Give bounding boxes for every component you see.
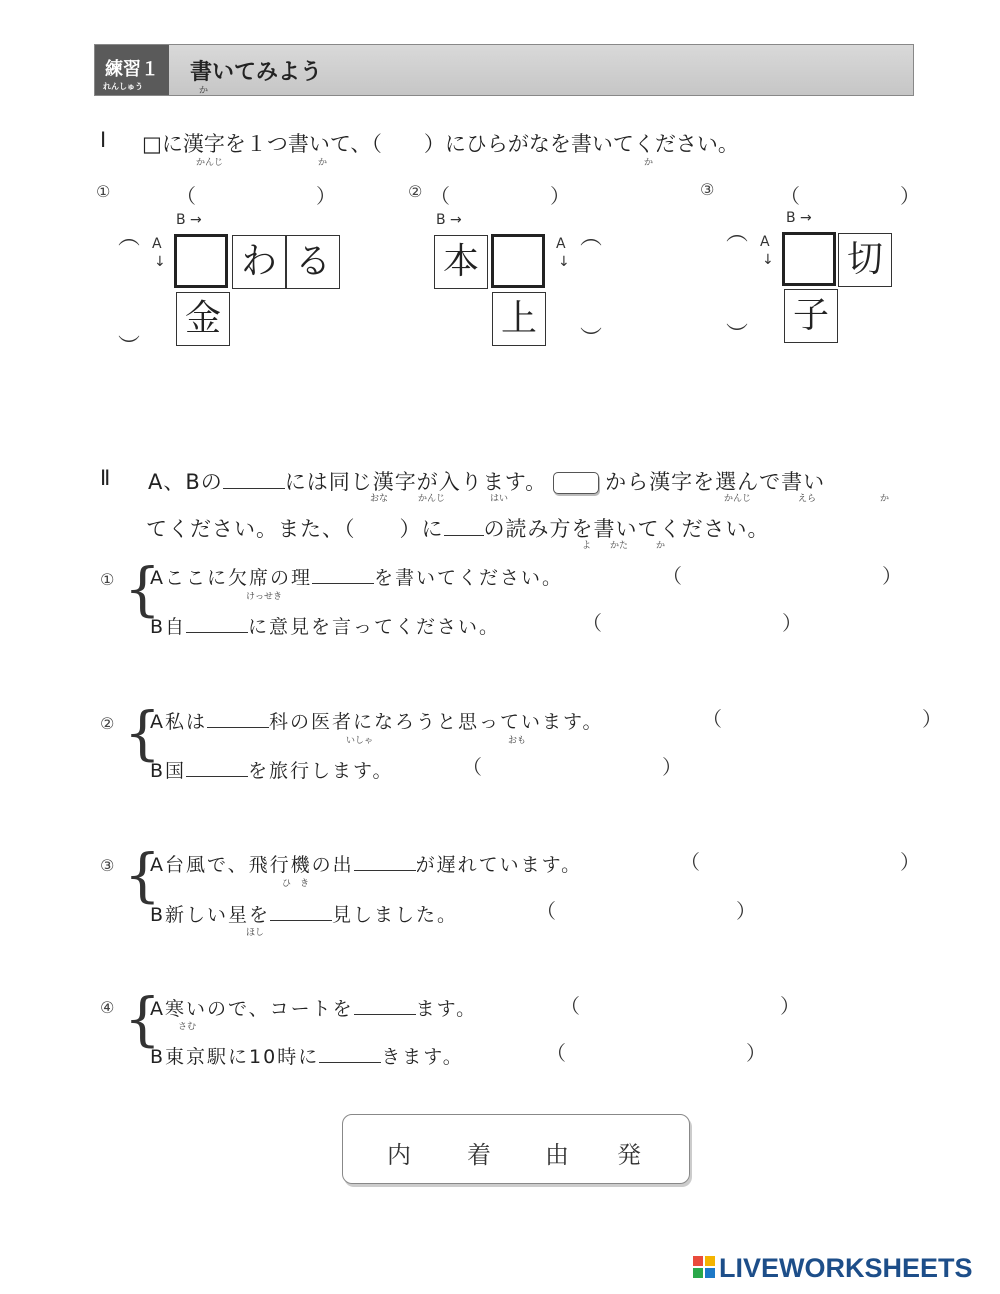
puzzle1-arrow-down: ↓ (154, 254, 166, 270)
puzzle3-arrow-down: ↓ (762, 252, 774, 268)
header-banner (94, 44, 914, 96)
q2-a-ruby: いしゃ (346, 736, 374, 746)
kanji-choice-box (342, 1114, 690, 1184)
liveworksheets-logo (693, 1253, 973, 1284)
puzzle2-bracket-bottom: ︶ (580, 327, 603, 352)
q4-number: ④ (100, 998, 115, 1017)
puzzle1-label-a: A (152, 236, 162, 252)
section1-ruby-kanji: かんじ (196, 158, 224, 168)
q1-b-answer[interactable]: （ ） (582, 611, 802, 635)
q4-b-post: きます。 (381, 1046, 464, 1068)
puzzle2-answer-paren[interactable]: （ ） (430, 184, 570, 208)
section2-line1-b: には同じ漢字が入ります。 (284, 470, 548, 494)
section1-number: Ⅰ (100, 128, 107, 152)
section2-ruby-ka: か (656, 541, 666, 551)
q4-sentence-a (150, 994, 477, 1021)
q4-a-answer[interactable]: （ ） (560, 994, 800, 1018)
q1-b-pre: B自 (150, 616, 187, 638)
puzzle3-label-b: B → (786, 210, 812, 226)
liveworksheets-logo-text: LIVEWORKSHEETS (719, 1253, 973, 1283)
q1-a-post: を書いてください。 (374, 567, 564, 589)
section2-ruby-6: か (880, 494, 890, 504)
choice-2: 着 (467, 1141, 491, 1169)
section2-ruby-kata: かた (610, 541, 629, 551)
q1-b-post: に意見を言ってください。 (248, 616, 501, 638)
puzzle3-cell-blank[interactable] (782, 232, 836, 286)
puzzle3-bracket-top: ︵ (726, 221, 749, 246)
section1-ruby-ka2: か (644, 158, 654, 168)
liveworksheets-badge-icon (693, 1256, 717, 1280)
puzzle2-bracket-top: ︵ (580, 225, 603, 250)
exercise-label-text: 練習１ (105, 59, 159, 80)
puzzle2-cell-blank[interactable] (491, 234, 545, 288)
choice-3: 由 (545, 1141, 569, 1169)
q4-a-ruby: さむ (178, 1022, 197, 1032)
puzzle2-arrow-down: ↓ (558, 254, 570, 270)
q2-a-blank[interactable] (207, 709, 269, 728)
q2-a-ruby2: おも (508, 736, 527, 746)
q1-sentence-b (150, 612, 500, 639)
q3-a-pre: A台風で、飛行機の出 (150, 854, 354, 876)
section2-line2-a: てください。また、（ ）に (146, 517, 444, 541)
puzzle3-bracket-bottom: ︶ (726, 323, 749, 348)
section2-ruby-3: はい (490, 494, 509, 504)
q4-a-post: ます。 (415, 998, 478, 1020)
section2-ruby-1: おな (370, 494, 389, 504)
section2-line1-blank (223, 470, 285, 489)
q1-a-answer[interactable]: （ ） (662, 564, 902, 588)
q2-brace: { (124, 699, 161, 767)
q2-b-answer[interactable]: （ ） (462, 755, 682, 779)
section2-ruby-2: かんじ (418, 494, 446, 504)
puzzle3-cell-2: 切 (838, 233, 892, 287)
puzzle1-cell-2: わ (232, 235, 286, 289)
page-title: 書いてみよう (190, 60, 323, 85)
q2-a-pre: A私は (150, 711, 207, 733)
choice-4: 発 (617, 1141, 641, 1169)
page-title-ruby: か (199, 86, 209, 96)
puzzle3-cell-3: 子 (784, 289, 838, 343)
puzzle1-bracket-bottom: ︶ (118, 335, 141, 360)
section2-number: Ⅱ (100, 466, 111, 490)
q3-b-post: 見しました。 (332, 904, 459, 926)
q4-b-answer[interactable]: （ ） (546, 1041, 766, 1065)
section2-line1-a: A、Bの (148, 470, 223, 494)
q3-a-post: が遅れています。 (415, 854, 583, 876)
section2-ruby-5: えら (798, 494, 817, 504)
q4-a-pre: A寒いので、コートを (150, 998, 354, 1020)
section2-instruction-line2 (146, 513, 770, 543)
q3-b-ruby: ほし (246, 928, 265, 938)
q1-sentence-a (150, 563, 563, 590)
q3-b-pre: B新しい星を (150, 904, 271, 926)
puzzle2-cell-1: 本 (434, 235, 488, 289)
q3-number: ③ (100, 856, 115, 875)
q3-b-blank[interactable] (270, 902, 332, 921)
q3-a-blank[interactable] (354, 852, 416, 871)
q1-a-ruby: けっせき (246, 592, 283, 602)
section2-line2-b: の読み方を書いてください。 (483, 517, 770, 541)
puzzle2-label-a: A (556, 236, 566, 252)
puzzle2-number: ② (408, 182, 423, 201)
puzzle1-label-b: B → (176, 212, 202, 228)
q1-a-blank[interactable] (312, 565, 374, 584)
q2-number: ② (100, 714, 115, 733)
puzzle3-number: ③ (700, 180, 715, 199)
section1-instruction: □に漢字を１つ書いて、（ ）にひらがなを書いてください。 (142, 132, 739, 156)
puzzle3-answer-paren[interactable]: （ ） (780, 184, 920, 208)
q1-b-blank[interactable] (186, 614, 248, 633)
puzzle2-label-b: B → (436, 212, 462, 228)
puzzle2-cell-3: 上 (492, 292, 546, 346)
puzzle1-bracket-top: ︵ (118, 225, 141, 250)
q3-a-ruby: ひ き (282, 879, 310, 889)
puzzle1-cell-4: 金 (176, 292, 230, 346)
q3-b-answer[interactable]: （ ） (536, 899, 756, 923)
choice-1: 内 (387, 1141, 411, 1169)
q1-a-pre: Aここに欠席の理 (150, 567, 312, 589)
section2-ruby-yo: よ (582, 541, 592, 551)
q4-sentence-b (150, 1042, 464, 1069)
q3-sentence-a (150, 850, 582, 877)
q2-sentence-b (150, 756, 394, 783)
section2-ruby-4: かんじ (724, 494, 752, 504)
section2-line1-c: から漢字を選んで書い (605, 470, 826, 494)
q2-a-answer[interactable]: （ ） (702, 707, 942, 731)
puzzle1-cell-blank[interactable] (174, 234, 228, 288)
exercise-label-ruby: れんしゅう (103, 82, 143, 91)
section1-ruby-ka1: か (318, 158, 328, 168)
q2-a-post: 科の医者になろうと思っています。 (269, 711, 604, 733)
puzzle3-label-a: A (760, 234, 770, 250)
q2-b-pre: B国 (150, 760, 187, 782)
q4-b-blank[interactable] (319, 1044, 381, 1063)
q3-sentence-b (150, 900, 458, 927)
q2-b-blank[interactable] (186, 758, 248, 777)
q2-b-post: を旅行します。 (248, 760, 394, 782)
q2-sentence-a (150, 707, 603, 734)
q4-brace: { (124, 985, 161, 1053)
exercise-label (95, 45, 169, 95)
q3-a-answer[interactable]: （ ） (680, 850, 920, 874)
choice-box-icon (553, 472, 599, 494)
section2-line2-wavy (444, 517, 484, 536)
q3-brace: { (124, 841, 161, 909)
q4-a-blank[interactable] (354, 996, 416, 1015)
puzzle1-cell-3: る (286, 235, 340, 289)
q1-brace: { (124, 555, 161, 623)
puzzle1-answer-paren[interactable]: （ ） (176, 184, 336, 208)
puzzle1-number: ① (96, 182, 111, 201)
q1-number: ① (100, 570, 115, 589)
q4-b-pre: B東京駅に10時に (150, 1046, 320, 1068)
